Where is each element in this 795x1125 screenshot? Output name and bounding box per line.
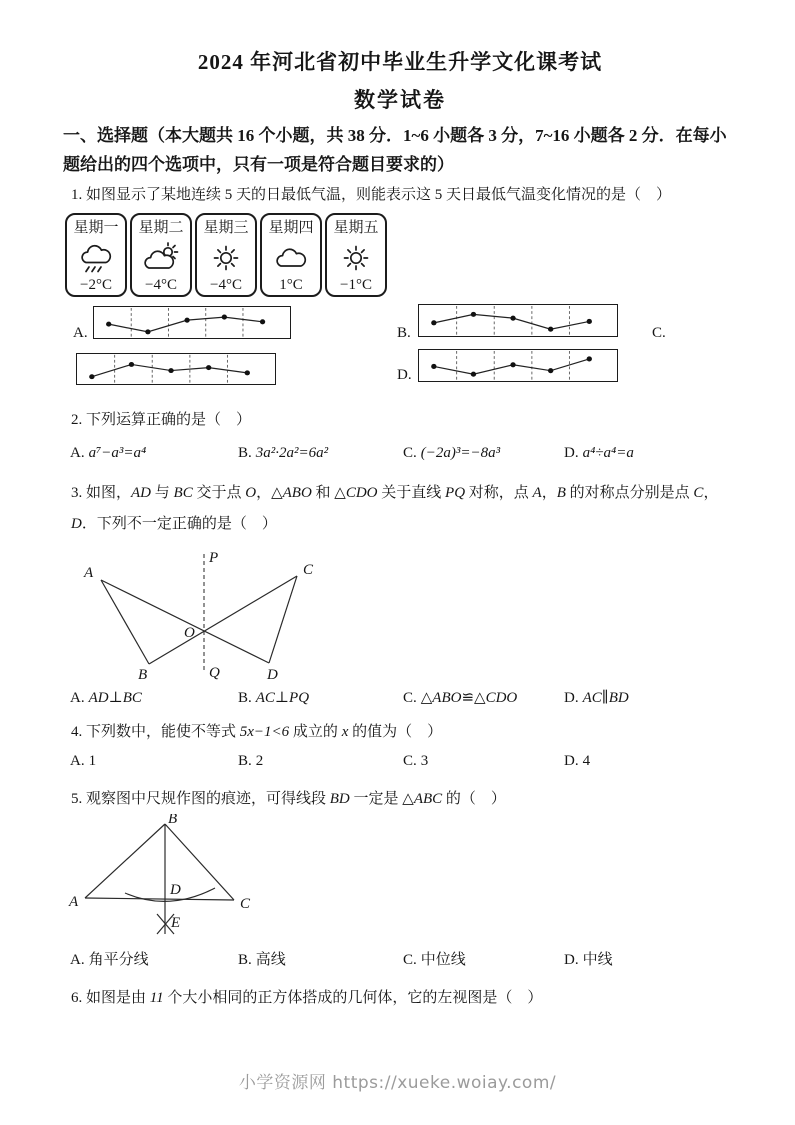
weather-temp: −4°C bbox=[210, 277, 242, 293]
q1-option-a-chart bbox=[93, 306, 291, 339]
question-5-options bbox=[70, 948, 737, 969]
q5-option-b: B. 高线 bbox=[238, 952, 286, 968]
question-3-options bbox=[70, 688, 737, 707]
q1-option-b-label: B. bbox=[397, 325, 411, 341]
question-4-options bbox=[70, 753, 737, 770]
question-6-stem: 6. 如图是由 11 个大小相同的正方体搭成的几何体，它的左视图是（ ） bbox=[71, 990, 543, 1006]
weather-day-label: 星期二 bbox=[138, 220, 184, 236]
weather-card-monday bbox=[65, 213, 127, 297]
q2-option-a: A. a⁷−a³=a⁴ bbox=[70, 445, 147, 461]
q3-label-a: A bbox=[84, 565, 94, 581]
q1-option-c-label: C. bbox=[652, 325, 666, 341]
weather-day-label: 星期一 bbox=[73, 220, 119, 236]
q2-option-c: C. (−2a)³=−8a³ bbox=[403, 445, 501, 461]
footer-watermark: 小学资源网 https://xueke.woiay.com/ bbox=[238, 1073, 557, 1093]
q5-label-c: C bbox=[240, 896, 251, 912]
question-5-stem: 5. 观察图中尺规作图的痕迹，可得线段 BD 一定是 △ABC 的（ ） bbox=[71, 791, 506, 807]
weather-temp: −1°C bbox=[340, 277, 372, 293]
cloud-icon bbox=[271, 237, 311, 279]
q3-label-b: B bbox=[138, 667, 148, 683]
question-1-stem: 1. 如图显示了某地连续 5 天的日最低气温，则能表示这 5 天日最低气温变化情况的是（ ） bbox=[71, 187, 672, 203]
q5-label-d: D bbox=[170, 882, 181, 898]
rain-cloud-icon bbox=[76, 237, 116, 279]
q3-option-d: D. AC∥BD bbox=[564, 690, 629, 706]
q1-option-d-chart bbox=[418, 349, 618, 382]
exam-title: 2024 年河北省初中毕业生升学文化课考试 bbox=[197, 50, 603, 74]
q5-option-c: C. 中位线 bbox=[403, 952, 466, 968]
q3-label-c: C bbox=[303, 562, 314, 578]
q1-option-d-label: D. bbox=[397, 367, 412, 383]
weather-day-label: 星期五 bbox=[333, 220, 379, 236]
weather-temp: −2°C bbox=[80, 277, 112, 293]
q3-option-a: A. AD⊥BC bbox=[70, 690, 142, 706]
q2-option-b: B. 3a²·2a²=6a² bbox=[238, 445, 329, 461]
question-2-stem: 2. 下列运算正确的是（ ） bbox=[71, 412, 252, 428]
weather-day-label: 星期三 bbox=[203, 220, 249, 236]
q2-option-d: D. a⁴÷a⁴=a bbox=[564, 445, 634, 461]
q3-option-c: C. △ABO≌△CDO bbox=[403, 690, 518, 706]
weather-card-friday bbox=[325, 213, 387, 297]
q4-option-c: C. 3 bbox=[403, 753, 429, 769]
q3-option-b: B. AC⊥PQ bbox=[238, 690, 310, 706]
q1-option-c-chart bbox=[76, 353, 276, 385]
weather-temp: 1°C bbox=[279, 277, 303, 293]
q5-option-a: A. 角平分线 bbox=[70, 952, 149, 968]
q5-figure bbox=[67, 814, 317, 940]
question-4-stem: 4. 下列数中，能使不等式 5x−1<6 成立的 x 的值为（ ） bbox=[71, 724, 443, 740]
question-2-options bbox=[70, 445, 737, 462]
q4-option-b: B. 2 bbox=[238, 753, 264, 769]
cloud-sun-icon bbox=[141, 237, 181, 279]
q5-label-b: B bbox=[168, 814, 178, 827]
q4-option-a: A. 1 bbox=[70, 753, 97, 769]
q3-label-q: Q bbox=[209, 665, 220, 681]
q1-option-a-label: A. bbox=[73, 325, 88, 341]
q3-figure bbox=[73, 546, 323, 684]
weather-card-thursday bbox=[260, 213, 322, 297]
q3-label-d: D bbox=[267, 667, 278, 683]
weather-card-wednesday bbox=[195, 213, 257, 297]
q5-label-a: A bbox=[69, 894, 79, 910]
q4-option-d: D. 4 bbox=[564, 753, 591, 769]
section-1-header: 一、选择题（本大题共 16 个小题，共 38 分．1~6 小题各 3 分，7~16 小题各 2 分．在每小题给出的四个选项中，只有一项是符合题目要求的） bbox=[63, 126, 727, 174]
weather-card-tuesday bbox=[130, 213, 192, 297]
q5-option-d: D. 中线 bbox=[564, 952, 613, 968]
q3-label-p: P bbox=[209, 550, 219, 566]
weather-day-label: 星期四 bbox=[268, 220, 314, 236]
q5-label-e: E bbox=[171, 915, 181, 931]
q3-label-o: O bbox=[184, 625, 195, 641]
weather-temp: −4°C bbox=[145, 277, 177, 293]
exam-subtitle: 数学试卷 bbox=[354, 88, 446, 112]
weather-cards bbox=[65, 213, 737, 297]
q1-option-b-chart bbox=[418, 304, 618, 337]
sun-icon bbox=[336, 237, 376, 279]
question-3-stem: 3. 如图，AD 与 BC 交于点 O，△ABO 和 △CDO 关于直线 PQ 对称，点 A，B 的对称点分别是点 C，D．下列不一定正确的是（ ） bbox=[71, 485, 719, 532]
q1-option-charts bbox=[63, 303, 737, 399]
sun-icon bbox=[206, 237, 246, 279]
